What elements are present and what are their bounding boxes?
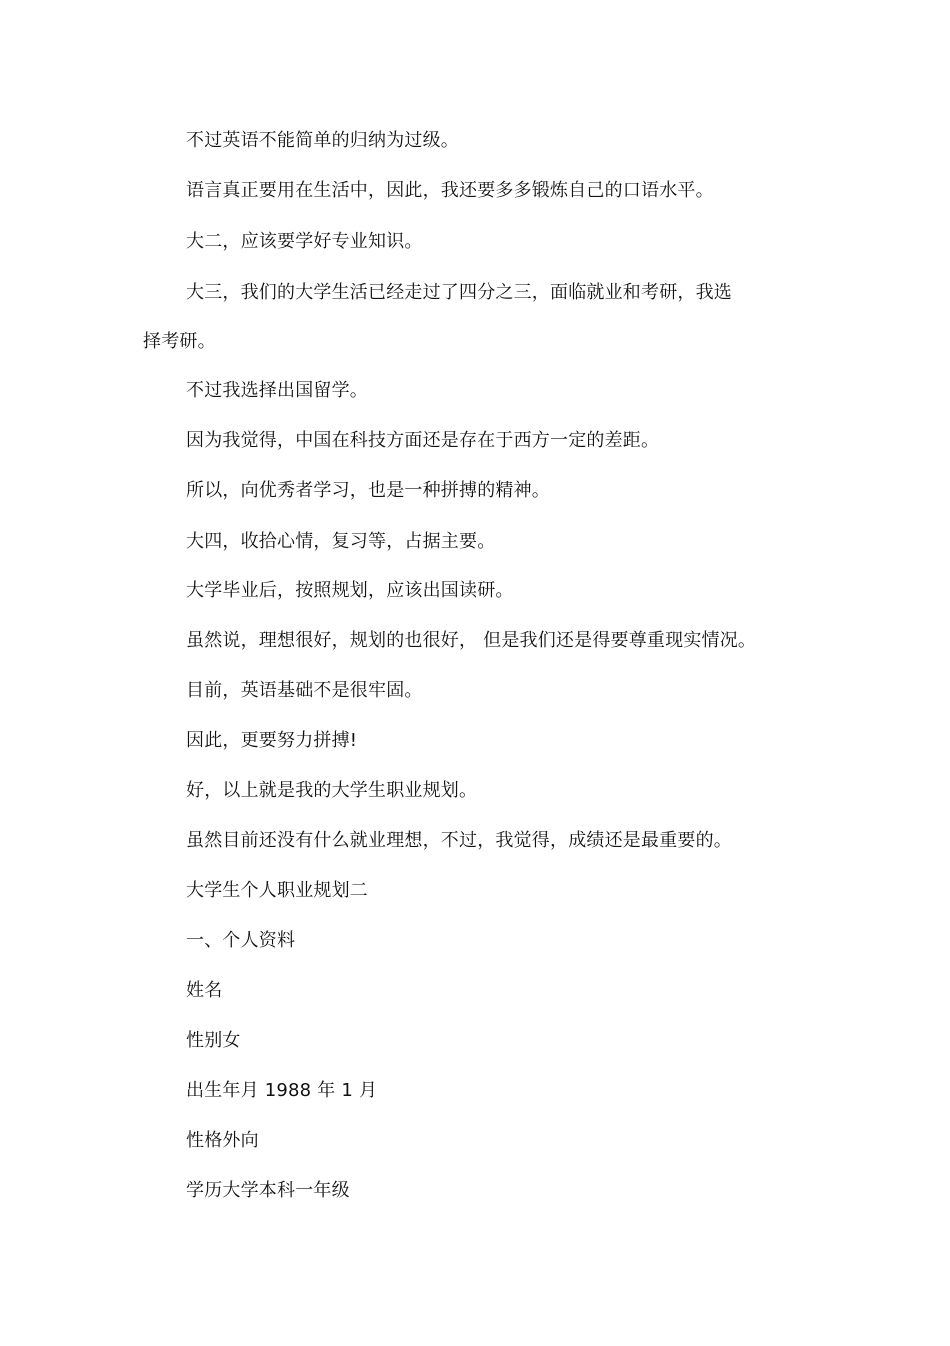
paragraph: 因此，更要努力拼搏! bbox=[186, 730, 358, 751]
section-heading: 大学生个人职业规划二 bbox=[186, 880, 368, 901]
paragraph-continuation: 择考研。 bbox=[143, 331, 216, 352]
paragraph: 不过我选择出国留学。 bbox=[186, 380, 368, 401]
subsection-heading: 一、个人资料 bbox=[186, 930, 296, 951]
info-field-education: 学历大学本科一年级 bbox=[186, 1180, 350, 1201]
paragraph: 目前，英语基础不是很牢固。 bbox=[186, 680, 423, 701]
paragraph: 语言真正要用在生活中，因此，我还要多多锻炼自己的口语水平。 bbox=[186, 180, 714, 201]
paragraph: 大三，我们的大学生活已经走过了四分之三，面临就业和考研，我选 bbox=[186, 282, 732, 303]
paragraph: 所以，向优秀者学习，也是一种拼搏的精神。 bbox=[186, 480, 550, 501]
paragraph: 大二，应该要学好专业知识。 bbox=[186, 231, 423, 252]
paragraph: 大学毕业后，按照规划，应该出国读研。 bbox=[186, 580, 514, 601]
paragraph: 大四，收拾心情，复习等，占据主要。 bbox=[186, 531, 496, 552]
paragraph: 虽然目前还没有什么就业理想，不过，我觉得，成绩还是最重要的。 bbox=[186, 830, 732, 851]
paragraph: 因为我觉得，中国在科技方面还是存在于西方一定的差距。 bbox=[186, 430, 660, 451]
info-field-gender: 性别女 bbox=[186, 1030, 241, 1051]
paragraph: 虽然说，理想很好，规划的也很好， 但是我们还是得要尊重现实情况。 bbox=[186, 630, 757, 651]
info-field-name: 姓名 bbox=[186, 980, 223, 1001]
paragraph: 好，以上就是我的大学生职业规划。 bbox=[186, 780, 478, 801]
info-field-birth: 出生年月 1988 年 1 月 bbox=[186, 1080, 378, 1101]
info-field-personality: 性格外向 bbox=[186, 1130, 259, 1151]
paragraph: 不过英语不能简单的归纳为过级。 bbox=[186, 130, 459, 151]
